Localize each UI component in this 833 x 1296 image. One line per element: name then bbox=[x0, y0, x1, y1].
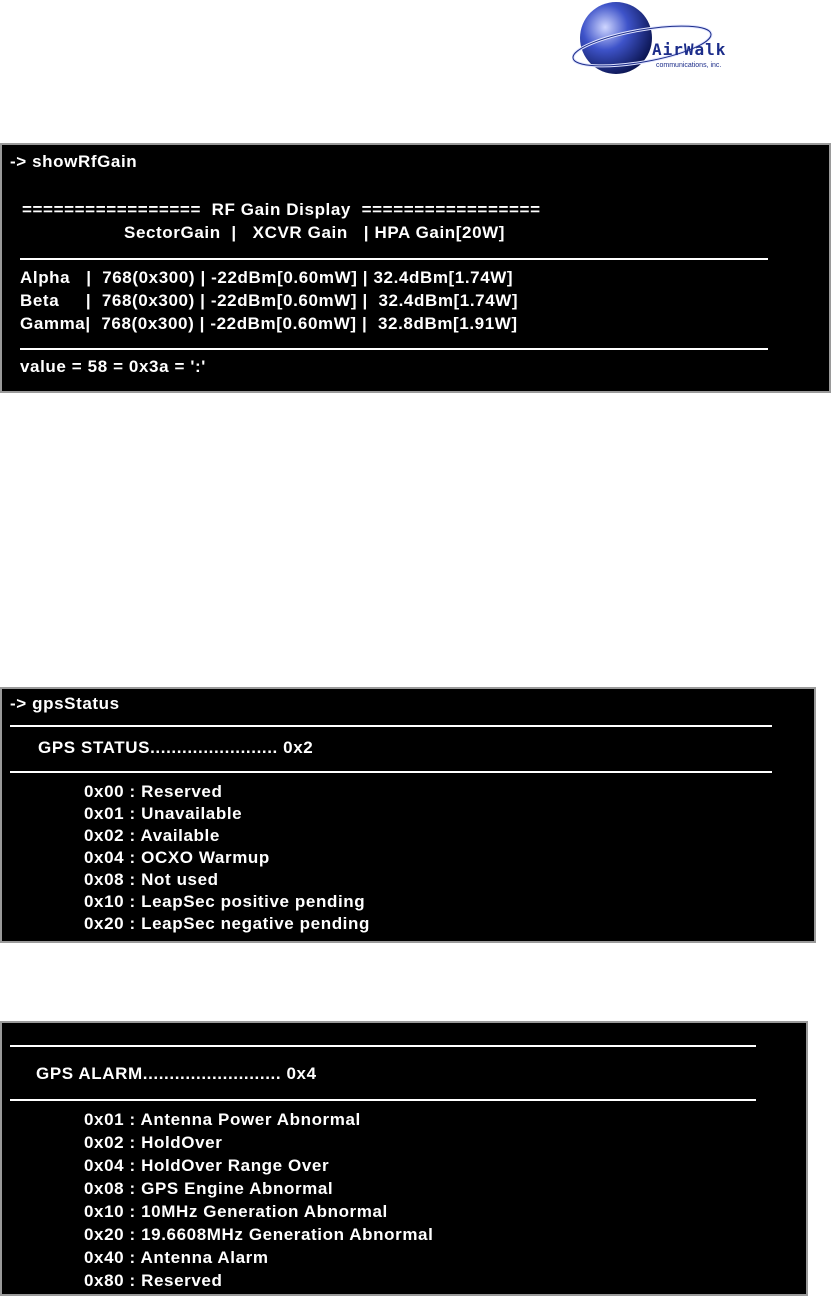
divider bbox=[20, 348, 768, 350]
status-code: 0x04 : OCXO Warmup bbox=[84, 848, 270, 867]
airwalk-logo bbox=[572, 0, 762, 80]
divider bbox=[10, 1045, 756, 1047]
logo-wordmark: AirWalk bbox=[652, 40, 727, 59]
gps-status-terminal bbox=[0, 687, 816, 943]
value-line: value = 58 = 0x3a = ':' bbox=[20, 357, 206, 376]
status-code: 0x08 : Not used bbox=[84, 870, 219, 889]
divider bbox=[10, 771, 772, 773]
alarm-code: 0x01 : Antenna Power Abnormal bbox=[84, 1110, 361, 1129]
row-gamma: Gamma| 768(0x300) | -22dBm[0.60mW] | 32.8dBm[1.91W] bbox=[20, 314, 518, 333]
gps-status-title: GPS STATUS........................ 0x2 bbox=[38, 738, 314, 757]
status-code: 0x10 : LeapSec positive pending bbox=[84, 892, 366, 911]
divider bbox=[10, 725, 772, 727]
alarm-code: 0x04 : HoldOver Range Over bbox=[84, 1156, 330, 1175]
alarm-code: 0x02 : HoldOver bbox=[84, 1133, 223, 1152]
alarm-code: 0x08 : GPS Engine Abnormal bbox=[84, 1179, 334, 1198]
row-alpha: Alpha | 768(0x300) | -22dBm[0.60mW] | 32.4dBm[1.74W] bbox=[20, 268, 514, 287]
status-code: 0x01 : Unavailable bbox=[84, 804, 243, 823]
column-headers: SectorGain | XCVR Gain | HPA Gain[20W] bbox=[124, 223, 506, 242]
divider bbox=[20, 258, 768, 260]
logo-subtitle: communications, inc. bbox=[656, 62, 722, 69]
divider bbox=[10, 1099, 756, 1101]
alarm-code: 0x20 : 19.6608MHz Generation Abnormal bbox=[84, 1225, 434, 1244]
row-beta: Beta | 768(0x300) | -22dBm[0.60mW] | 32.4dBm[1.74W] bbox=[20, 291, 519, 310]
gps-alarm-terminal bbox=[0, 1021, 808, 1296]
status-code: 0x00 : Reserved bbox=[84, 782, 223, 801]
gps-alarm-title: GPS ALARM.......................... 0x4 bbox=[36, 1064, 317, 1083]
alarm-code: 0x80 : Reserved bbox=[84, 1271, 223, 1290]
display-header: ================= RF Gain Display ================= bbox=[22, 200, 541, 219]
command-line: -> showRfGain bbox=[10, 152, 138, 171]
rf-gain-terminal bbox=[0, 143, 831, 393]
command-line: -> gpsStatus bbox=[10, 694, 120, 713]
alarm-code: 0x10 : 10MHz Generation Abnormal bbox=[84, 1202, 388, 1221]
status-code: 0x20 : LeapSec negative pending bbox=[84, 914, 370, 933]
status-code: 0x02 : Available bbox=[84, 826, 220, 845]
alarm-code: 0x40 : Antenna Alarm bbox=[84, 1248, 269, 1267]
